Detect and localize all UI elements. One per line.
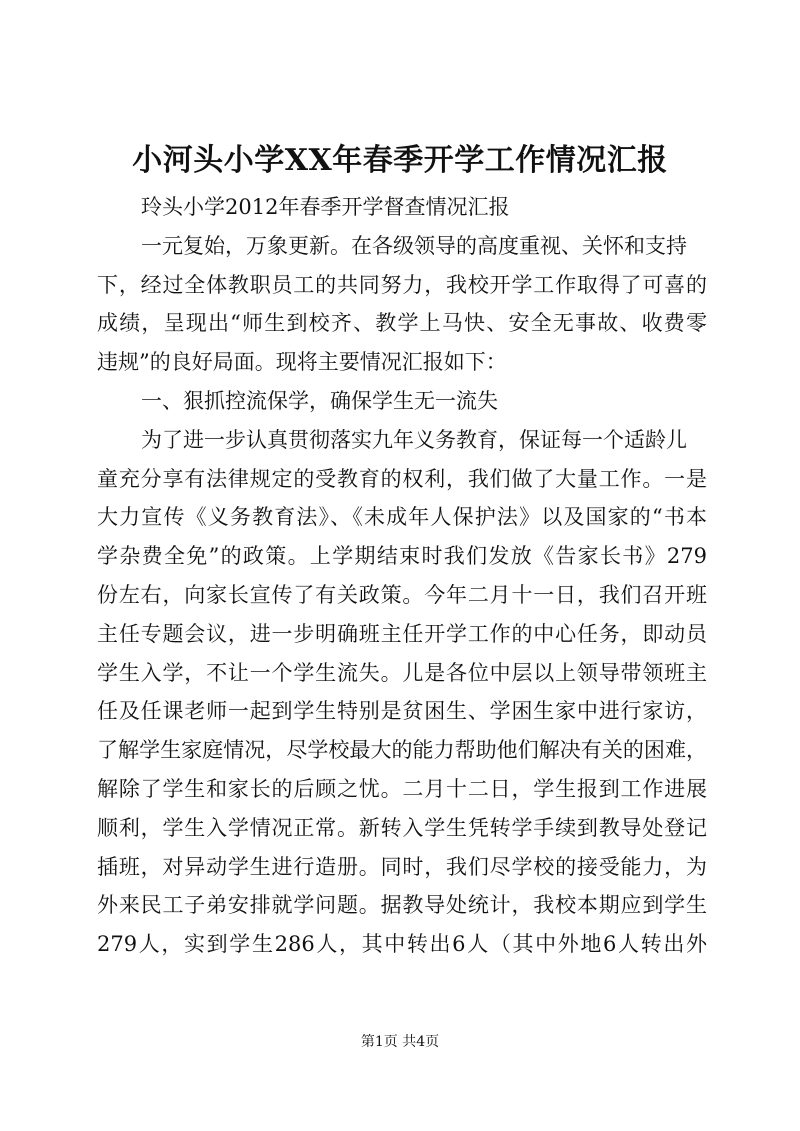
paragraph-line: 一元复始，万象更新。在各级领导的高度重视、关怀和支持 bbox=[141, 233, 687, 258]
paragraph-line: 插班，对异动学生进行造册。同时，我们尽学校的接受能力，为 bbox=[97, 854, 707, 879]
page-number-footer: 第1页 共4页 bbox=[360, 1034, 440, 1050]
paragraph-line: 解除了学生和家长的后顾之忧。二月十二日，学生报到工作进展 bbox=[97, 776, 707, 801]
paragraph-line: 份左右，向家长宣传了有关政策。今年二月十一日，我们召开班 bbox=[97, 582, 707, 607]
document-body bbox=[97, 188, 707, 964]
document-title: 小河头小学XX年春季开学工作情况汇报 bbox=[132, 143, 668, 178]
paragraph-line: 学杂费全免”的政策。上学期结束时我们发放《告家长书》279 bbox=[97, 544, 707, 569]
paragraph-line: 违规”的良好局面。现将主要情况汇报如下： bbox=[97, 350, 507, 375]
paragraph-line: 为了进一步认真贯彻落实九年义务教育，保证每一个适龄儿 bbox=[141, 427, 687, 452]
paragraph-line: 童充分享有法律规定的受教育的权利，我们做了大量工作。一是 bbox=[97, 466, 707, 491]
paragraph-line: 外来民工子弟安排就学问题。据教导处统计，我校本期应到学生 bbox=[97, 893, 707, 918]
subtitle-line: 玲头小学2012年春季开学督查情况汇报 bbox=[141, 195, 510, 219]
section-heading: 一、狠抓控流保学，确保学生无一流失 bbox=[141, 388, 498, 413]
paragraph-line: 顺利，学生入学情况正常。新转入学生凭转学手续到教导处登记 bbox=[97, 815, 707, 840]
paragraph-line: 下，经过全体教职员工的共同努力，我校开学工作取得了可喜的 bbox=[97, 272, 707, 297]
paragraph-line: 了解学生家庭情况，尽学校最大的能力帮助他们解决有关的困难， bbox=[97, 738, 707, 763]
paragraph-line: 学生入学，不让一个学生流失。儿是各位中层以上领导带领班主 bbox=[97, 660, 707, 685]
paragraph-line: 279人，实到学生286人，其中转出6人（其中外地6人转出外 bbox=[97, 932, 707, 957]
paragraph-line: 主任专题会议，进一步明确班主任开学工作的中心任务，即动员 bbox=[97, 621, 707, 646]
paragraph-line: 任及任课老师一起到学生特别是贫困生、学困生家中进行家访， bbox=[97, 699, 707, 724]
paragraph-line: 大力宣传《义务教育法》、《未成年人保护法》以及国家的“书本 bbox=[97, 505, 707, 530]
paragraph-line: 成绩，呈现出“师生到校齐、教学上马快、安全无事故、收费零 bbox=[97, 311, 707, 336]
